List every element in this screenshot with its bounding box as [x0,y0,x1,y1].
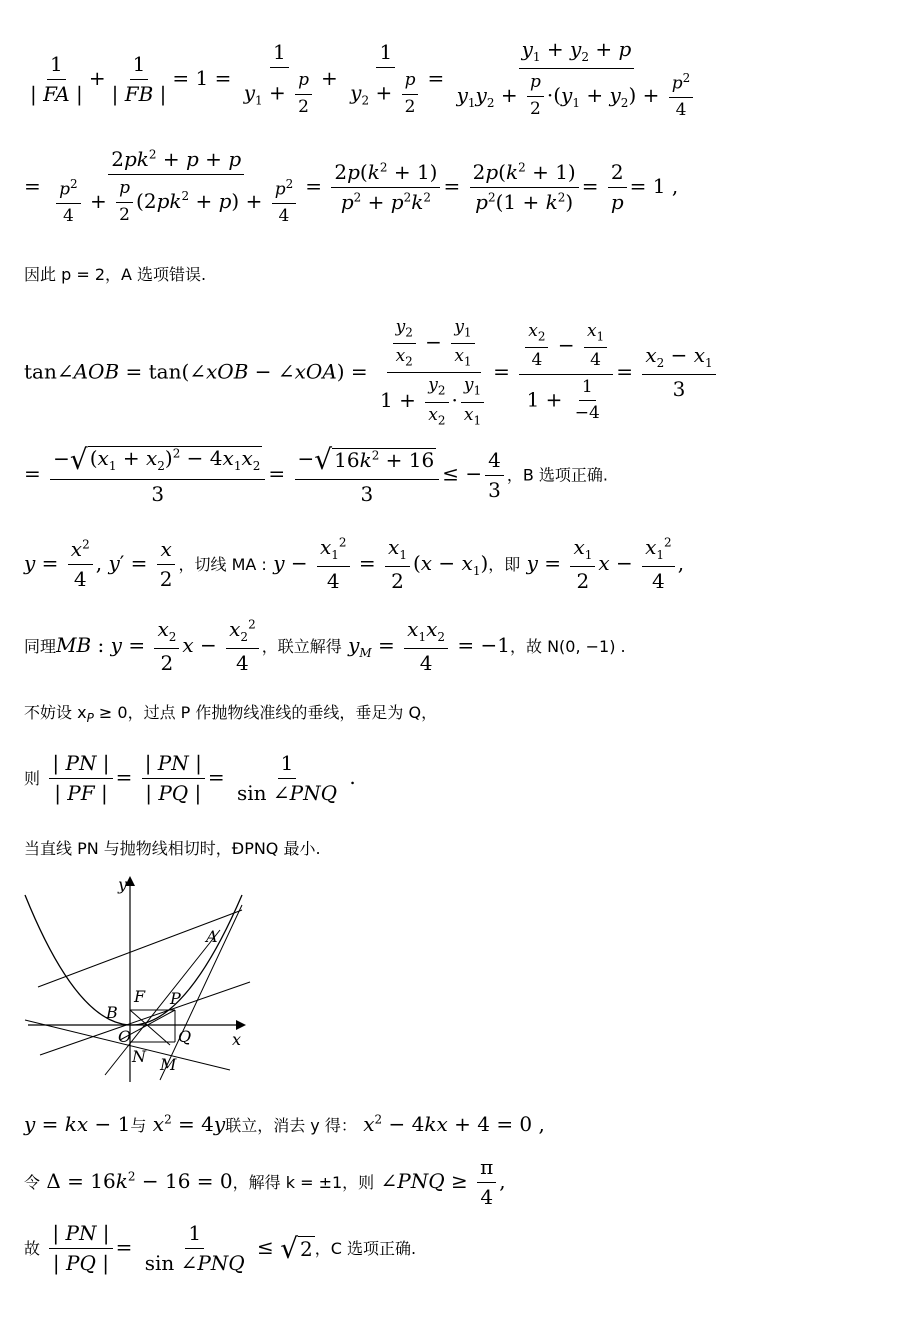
frac-pn-pf: $\frac{| PN |}{| PF |}$ [49,752,112,805]
frac-1-fa: $\frac{1}{| FA |}$ [30,51,83,106]
frac-x2-2: $\frac{x_2}{2}$ [154,618,179,675]
equation-lianli: y = kx − 1与 $x^2 = 4y$联立，消去 y 得： $x^2 - 4kx + 4 = 0$ , [24,1112,545,1136]
frac-x1sq-4b: $\frac{x_1^2}{4}$ [642,536,675,593]
text-c-correct: ，C 选项正确. [314,1239,417,1258]
frac-x2sq-4: $\frac{x_2^2}{4}$ [226,618,259,675]
frac-tan-2: $\frac{x_2}{4}$ − $\frac{x_1}{4}$ 1 + $\frac{1}{-4}$ [519,322,613,424]
label-o: O [118,1027,132,1046]
equation-1: $\frac{1}{| FA |}$ + $\frac{1}{| FB |}$ = 1 = 1 $y_1$ + $\frac{p}{2}$ + 1 $y_2$ + $\frac{p}{2}$ = $y_1 + y_2 + p$ $y_1y_2$ + $\frac{p}{2}$ $\cdot(y_1 + y_2)$ + $\frac{p^2}{4}$ [24,38,702,121]
segment-fm [130,1010,170,1045]
equation-delta: 令 $\Delta = 16k^2 - 16 = 0$，解得 k = ±1，则 ∠PNQ ≥ $\frac{\pi}{4}$ , [24,1155,506,1209]
frac-2a: $2pk^2 + p + p$ $\frac{p^2}{4}$ + $\frac{p}{2}$ $(2pk^2 + p)$ + $\frac{p^2}{4}$ [50,148,302,227]
text-bufang-a: 不妨设 x [24,703,87,722]
frac-x2-4: $\frac{x^2}{4}$ [68,538,93,591]
parabola-diagram [20,870,260,1085]
frac-2d: $\frac{2}{p}$ [608,161,627,214]
frac-tan-3: $\frac{x_2 - x_1}{3}$ [642,344,715,401]
frac-x1-2b: $\frac{x_1}{2}$ [570,536,595,593]
label-y: y [118,875,128,894]
frac-pi-4: $\frac{\pi}{4}$ [477,1156,496,1209]
label-x: x [232,1030,242,1049]
label-f: F [134,987,146,1006]
text-ze: 则 [24,769,41,788]
frac-2c: $\frac{2p(k^2 + 1)}{p^2(1 + k^2)}$ [470,161,579,214]
text-therefore-p2: 因此 p = 2，A 选项错误. [24,265,207,284]
label-p: P [170,989,181,1008]
frac-combined: $y_1 + y_2 + p$ $y_1y_2$ + $\frac{p}{2}$ $\cdot(y_1 + y_2)$ + $\frac{p^2}{4}$ [454,38,700,121]
line-ab [38,910,242,987]
equation-tangent-mb: 同理MB : y = $\frac{x_2}{2}$ x − $\frac{x_2^2}{4}$ ，联立解得 $y_M$ = $\frac{x_1x_2}{4}$ = −1，故 N(0, −1) . [24,617,626,675]
equation-2: = $2pk^2 + p + p$ $\frac{p^2}{4}$ + $\frac{p}{2}$ $(2pk^2 + p)$ + $\frac{p^2}{4}$ = $\frac{2p(k^2 + 1)}{p^2 + p^2k^2}$ = $\frac{2p(k^2 + 1)}{p^2(1 + k^2)}$ = $\frac{2}{p}$ = 1 , [24,147,679,227]
text-bufang: 不妨设 $x_P \ge 0$，过点 P 作抛物线准线的垂线，垂足为 Q， [24,703,438,726]
frac-y2: 1 $y_2$ + $\frac{p}{2}$ [347,41,424,117]
equation-tangent-ma: y = $\frac{x^2}{4}$ , y′ = $\frac{x}{2}$ ，切线 MA : y − $\frac{x_1^2}{4}$ = $\frac{x_1}{2}$ $(x - x_1)$，即 y = $\frac{x_1}{2}$ x − $\frac{x_1^2}{4}$ , [24,535,685,593]
label-a: A [206,927,218,946]
label-n: N [132,1047,146,1066]
text-lianli-jiede: ，联立解得 [261,636,342,656]
frac-2b: $\frac{2p(k^2 + 1)}{p^2 + p^2k^2}$ [331,161,440,214]
frac-x1-2: $\frac{x_1}{2}$ [385,536,410,593]
text-bufang-b: ≥ 0，过点 P 作抛物线准线的垂线，垂足为 Q， [93,703,438,722]
frac-4-3: $\frac{4}{3}$ [485,449,504,502]
frac-pn-pq: $\frac{| PN |}{| PQ |}$ [142,752,205,805]
equation-pn-ratio: 则 $\frac{| PN |}{| PF |}$ = $\frac{| PN |}{| PQ |}$ = $\frac{1}{\text{sin ∠PNQ}}$ . [24,751,356,805]
x-axis-arrow [236,1020,246,1030]
frac-x1x2-4: $\frac{x_1x_2}{4}$ [404,618,448,675]
frac-1-fb: $\frac{1}{| FB |}$ [111,51,167,106]
frac-tan-1: $\frac{y_2}{x_2}$ − $\frac{y_1}{x_1}$ 1 + $\frac{y_2}{x_2}$ · $\frac{y_1}{x_1}$ [377,318,490,428]
frac-1-sin: $\frac{1}{\text{sin ∠PNQ}}$ [237,751,338,805]
frac-sqrt-1: − √ $(x_1 + x_2)^2 - 4x_1x_2$ 3 [50,444,265,506]
text-ji: ，即 [488,554,521,574]
frac-pn-pq-2: $\frac{| PN |}{| PQ |}$ [49,1222,112,1275]
text-b-correct: ，B 选项正确. [506,465,609,485]
equation-final: 故 $\frac{| PN |}{| PQ |}$ = $\frac{1}{\text{sin ∠PNQ}}$ ≤ √ 2 ，C 选项正确. [24,1221,417,1275]
text-ling: 令 [24,1173,41,1192]
label-q: Q [178,1027,192,1046]
frac-y1: 1 $y_1$ + $\frac{p}{2}$ [241,41,318,117]
label-m: M [160,1055,177,1074]
label-b: B [106,1003,118,1022]
text-tongli: 同理 [24,636,57,656]
equation-tan: tan∠AOB = tan(∠xOB − ∠xOA) = $\frac{y_2}{x_2}$ − $\frac{y_1}{x_1}$ 1 + $\frac{y_2}{x_2}$ · $\frac{y_1}{x_1}$ = $\frac{x_2}{4}$ − $\frac{x_1}{4}$ 1 + $\frac{1}{-4}$ = $\frac{x_2 - x_1}{3}$ [24,318,719,428]
text-lianli-xiaoqu: 联立，消去 y 得： [225,1116,357,1135]
frac-x1sq-4: $\frac{x_1^2}{4}$ [317,536,350,593]
text-gu: 故 [24,1239,41,1258]
text-dang: 当直线 PN 与抛物线相切时，ÐPNQ 最小. [24,839,321,858]
frac-sqrt-2: − √ $16k^2 + 16$ 3 [295,444,440,506]
text-tangent-ma: ，切线 MA : [178,554,267,574]
frac-x-2: $\frac{x}{2}$ [157,538,176,591]
text-jiede-k: ，解得 k = ±1，则 [232,1173,375,1192]
frac-1-sin-2: $\frac{1}{\text{sin ∠PNQ}}$ [144,1221,245,1275]
text-gu-n: ，故 N(0, −1) . [509,636,626,656]
equation-sqrt: = − √ $(x_1 + x_2)^2 - 4x_1x_2$ 3 = − √ $16k^2 + 16$ 3 ≤ − $\frac{4}{3}$ ，B 选项正确. [24,443,609,507]
